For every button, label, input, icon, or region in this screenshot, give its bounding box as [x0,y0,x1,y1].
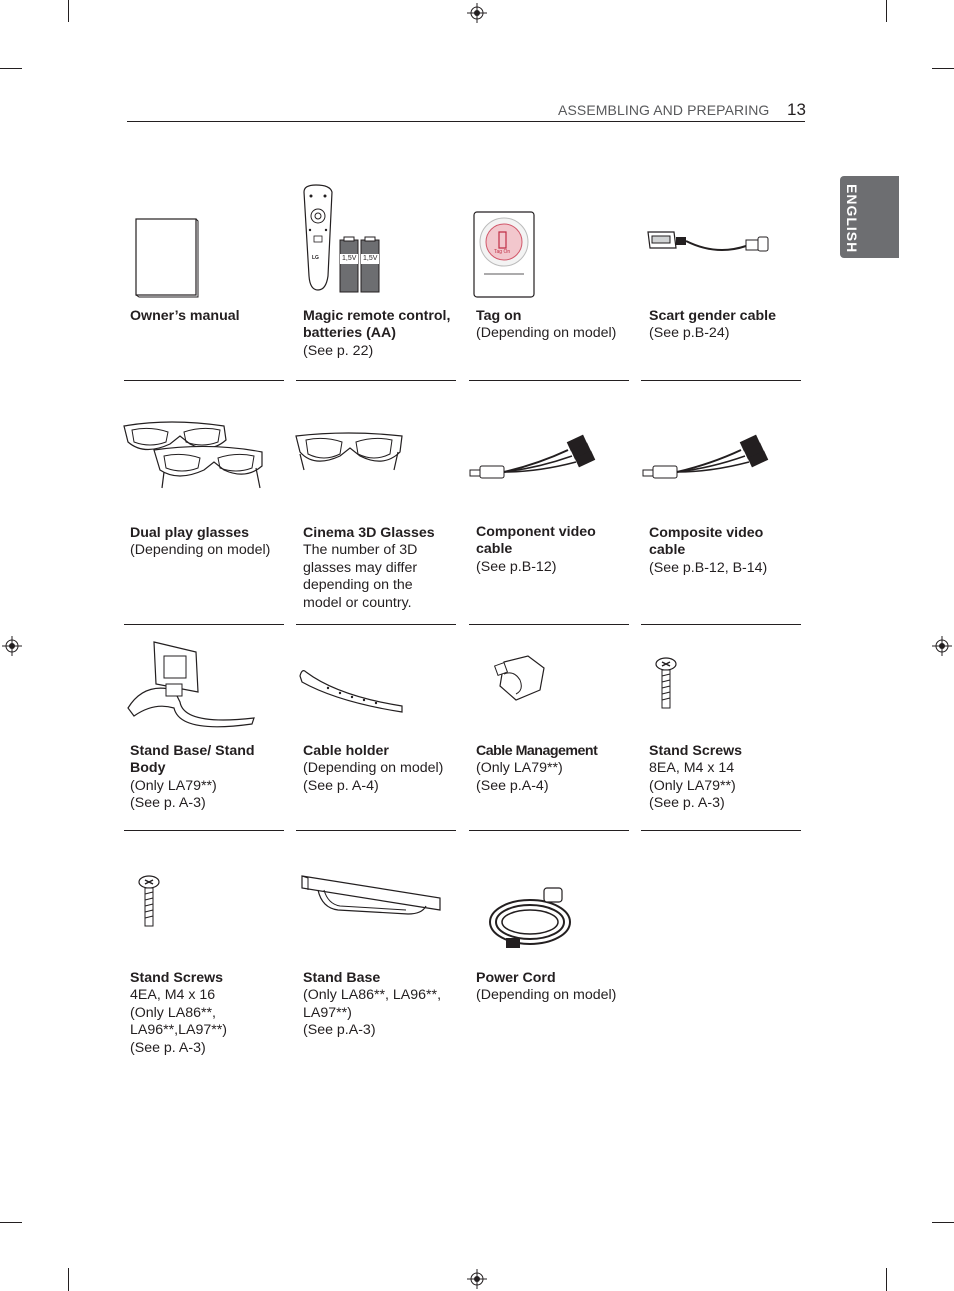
crop-mark [886,1268,887,1291]
item-cable-management [476,743,634,795]
item-stand-screws-m4x14 [649,743,807,813]
item-desc: (Depending on model) [476,325,617,342]
item-desc: (See p. 22) [303,342,374,359]
composite-video-cable-illustration [641,428,781,484]
item-stand-screws-m4x16 [130,970,288,1057]
cable-management-illustration [494,654,550,704]
item-desc: (Depending on model) [476,987,617,1004]
crop-mark [0,68,22,69]
row-divider [296,830,456,831]
item-title: Stand Base [303,970,381,986]
item-title: Cinema 3D Glasses [303,525,435,541]
item-scart-cable [649,308,807,343]
battery-label: 1,5V [342,255,357,262]
battery-label: 1,5V [363,255,378,262]
item-title: Scart gender cable [649,308,776,324]
item-component-cable [476,524,611,576]
component-video-cable-illustration [468,428,608,484]
row-divider [124,624,284,625]
item-desc: (See p.B-12, B-14) [649,559,768,576]
item-title: Stand Screws [649,743,743,759]
item-power-cord [476,970,634,1005]
item-title: Tag on [476,308,522,324]
page-number: 13 [787,100,806,119]
row-divider [469,624,629,625]
section-title: ASSEMBLING AND PREPARING [558,102,770,118]
registration-mark-icon [2,636,22,656]
crop-mark [68,1268,69,1291]
item-magic-remote [303,308,461,360]
owners-manual-illustration [134,215,202,299]
dual-play-glasses-illustration [120,418,266,492]
item-title: Cable holder [303,743,389,759]
item-cable-holder [303,743,461,795]
item-title: Power Cord [476,970,556,986]
cable-holder-illustration [298,666,406,714]
row-divider [296,624,456,625]
row-divider [469,380,629,381]
row-divider [296,380,456,381]
item-desc: (See p.B-24) [649,325,730,342]
item-desc: 4EA, M4 x 16 (Only LA86**, LA96**,LA97**) (See p. A-3) [130,987,228,1056]
cinema-3d-glasses-illustration [294,430,404,474]
item-stand-base-body [130,743,270,813]
crop-mark [68,0,69,22]
item-title: Cable Management [476,743,598,759]
item-title: Stand Screws [130,970,224,986]
item-desc: The number of 3D glasses may differ depending on the model or country. [303,542,418,611]
item-title: Magic remote control, batteries (AA) [303,308,451,342]
crop-mark [0,1222,22,1223]
row-divider [641,624,801,625]
stand-base-illustration [124,638,258,736]
item-desc: (See p.B-12) [476,558,557,575]
item-title: Owner’s manual [130,308,240,324]
row-divider [469,830,629,831]
item-title: Component video cable [476,524,596,558]
power-cord-illustration [486,886,582,950]
item-title: Stand Base/ Stand Body [130,743,255,777]
item-dual-play-glasses [130,525,288,560]
item-desc: (Only LA86**, LA96**, LA97**) (See p.A-3) [303,987,442,1039]
item-desc: 8EA, M4 x 14 (Only LA79**) (See p. A-3) [649,760,736,812]
tag-on-label: Tag On [494,249,511,255]
item-desc: (Depending on model) [130,542,271,559]
registration-mark-icon [932,636,952,656]
item-owners-manual [130,308,288,325]
registration-mark-icon [467,1269,487,1289]
item-title: Composite video cable [649,525,764,559]
row-divider [124,380,284,381]
stand-base-long-illustration [298,874,444,924]
header-rule [127,121,805,122]
language-tab [840,176,899,258]
item-composite-cable [649,525,784,577]
language-tab-label: ENGLISH [844,184,860,254]
crop-mark [932,1222,954,1223]
screw-illustration [137,874,161,928]
registration-mark-icon [467,3,487,23]
row-divider [641,830,801,831]
row-divider [124,830,284,831]
scart-cable-illustration [646,228,770,258]
item-stand-base [303,970,461,1040]
crop-mark [886,0,887,22]
item-desc: (Only LA79**) (See p. A-3) [130,777,217,812]
item-title: Dual play glasses [130,525,250,541]
screw-illustration [654,656,678,710]
item-tag-on [476,308,634,343]
item-desc: (Only LA79**) (See p.A-4) [476,760,563,794]
tag-on-illustration [472,210,536,300]
remote-logo: LG [312,255,319,261]
magic-remote-illustration [298,184,386,296]
row-divider [641,380,801,381]
crop-mark [932,68,954,69]
item-cinema-3d-glasses [303,525,443,612]
item-desc: (Depending on model) (See p. A-4) [303,760,444,794]
